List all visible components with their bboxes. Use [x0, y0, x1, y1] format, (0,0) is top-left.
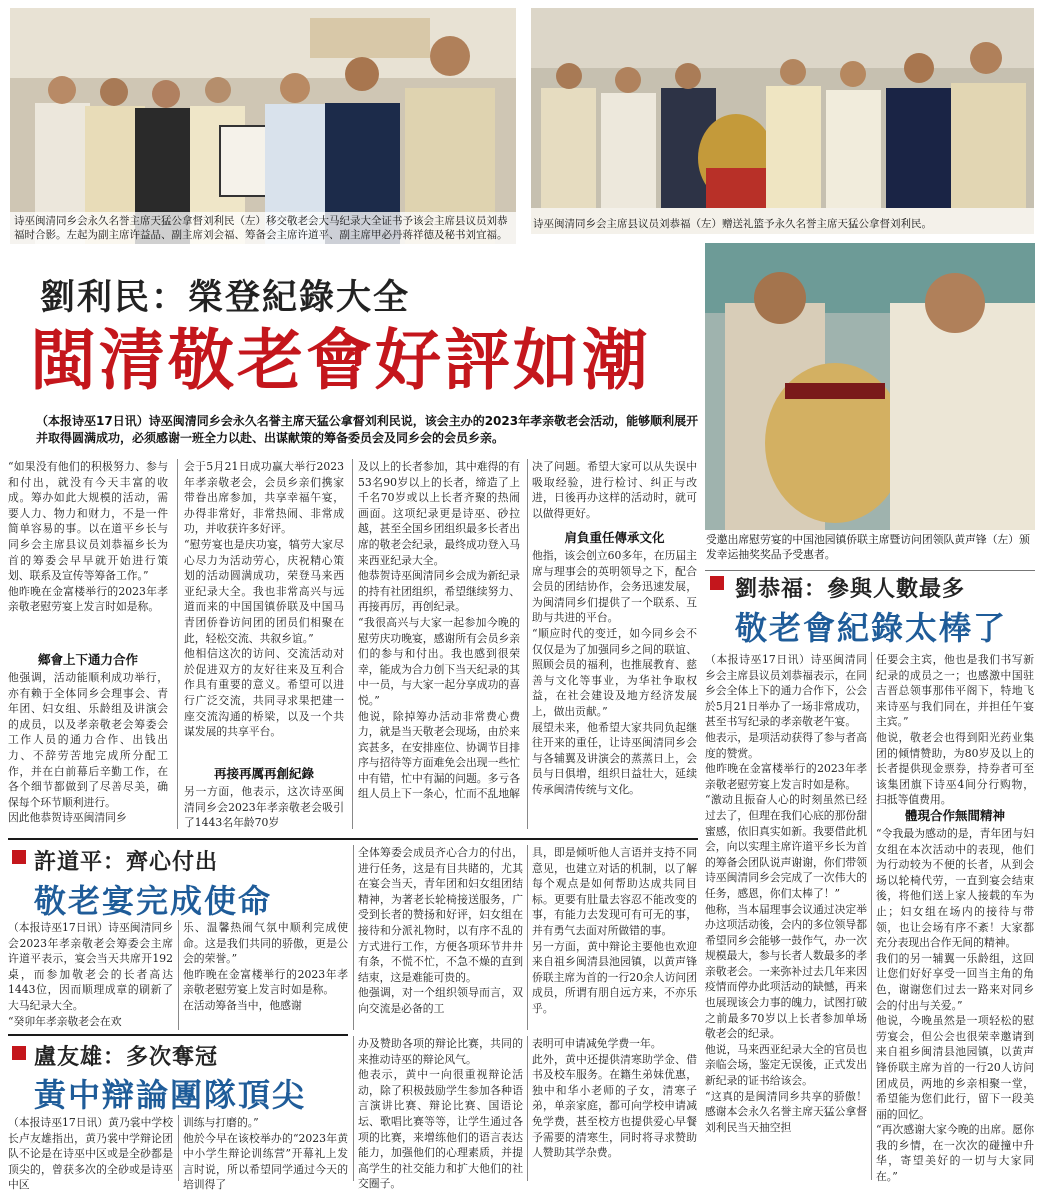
section-marker [710, 576, 724, 590]
photo-lucky-draw [705, 243, 1035, 530]
main-col-2b: 另一方面，他表示，这次诗巫闽清同乡会2023年孝亲敬老会吸引了1443名年龄70岁 [184, 785, 344, 830]
xu-kicker: 許道平：齊心付出 [34, 850, 219, 875]
xu-col-2: 乐、温馨热闹气氛中顺利完成使命。这是我们共同的骄傲，更是公会的荣誉。” 他昨晚在金富楼举行的2023年孝亲敬老慰劳宴上发言时如是称。 在活动筹备当中，他感谢 [183, 921, 348, 1012]
lu-col-4: 表明可申请减免学费一年。 此外，黄中还提供清寒助学金、借书及校车服务。在籍生弟妹优惠，独中和华小老师的子女，清寒子弟，单亲家庭，都可向学校申请减免学费，甚至校方也提供爱心早餐予需要的清寒生，同时将寻求赞助人赞助其学杂费。 [532, 1037, 697, 1160]
column-divider [352, 459, 353, 829]
main-lead: （本报诗巫17日讯）诗巫闽清同乡会永久名誉主席天猛公拿督刘利民说，该会主办的2023年孝亲敬老会活动，能够顺利展开并取得圆满成功，必须感谢一班全力以赴、出谋献策的筹备委员会及同乡会的会员乡亲。 [36, 414, 699, 445]
main-col-4b: 他指，该会创立60多年，在历届主席与理事会的英明领导之下，配合会员的团结协作，会务迅速发展，为闽清同乡们提供了一个联系、互助与共进的平台。 “顺应时代的变迁，如今同乡会不仅仅是为了加强同乡之间的联谊、照顾会员的福利，也推展教育、慈善与文化等事业，为华社争取权益，在社会建设及地方经济发展上，做出贡献。” 展望未来，他希望大家共同负起继往开来的重任，让诗巫闽清同乡会与各辅翼及讲演会的蒸蒸日上，会员与日俱增，组织日益壮大，延续传承闽清传统与文化。 [532, 549, 697, 796]
liu-col-2b: “令我最为感动的是，青年团与妇女组在本次活动中的表现，他们为行动较为不便的长者，从到会场以轮椅代劳，一直到宴会结束後，将他们送上家人接载的车为止；妇女组在场内的接待与带领，也让会场有序不紊！大家都充分表现出合作无间的精神。 我们的另一辅翼一乐龄组，这回让您们好好享受一回当主角的角色，谢谢您们过去一路来对同乡会的付出与关爱。” 他说，今晚虽然是一项轻松的慰劳宴会，但公会也很荣幸邀请到来自祖乡闽清县池园镇，以黄声锋侨联主席为首的一行20人访问团成员，两地的乡亲相聚一堂，希望能为您们此行，留下一段美丽的回忆。 “再次感谢大家今晚的出席。愿你我的乡情，在一次次的碰撞中升华，寄望美好的一切与大家同在。” [876, 827, 1034, 1184]
section-rule [8, 838, 698, 840]
photo-caption: 诗巫闽清同乡会主席县议员刘恭福（左）赠送礼篮予永久名誉主席天猛公拿督刘利民。 [533, 218, 932, 230]
column-divider [178, 1115, 179, 1181]
column-divider [353, 1036, 354, 1181]
liu-kicker: 劉恭福：參與人數最多 [735, 577, 966, 602]
photo-caption: 诗巫闽清同乡会永久名誉主席天猛公拿督刘利民（左）移交敬老会大马纪录大全证书予该会主席县议员刘恭福时合影。左起为副主席许益品、副主席刘会福、筹备会主席许道平、副主席甲必丹蒋祥德及秘书刘宜福。 [10, 212, 516, 244]
main-col-4: 决了问题。希望大家可以从失误中吸取经验，进行检讨、纠正与改进，日後再办这样的活动时，就可以做得更好。 [532, 460, 697, 520]
main-kicker: 劉利民：榮登紀錄大全 [40, 278, 411, 318]
column-divider [527, 459, 528, 829]
main-col-1: “如果没有他们的积极努力、参与和付出，就没有今天丰富的收成。筹办如此大规模的活动，需要人力、物力和财力，不是一件简单容易的事。以在道平乡长与同乡会主席县议员刘恭福乡长为首的筹委会早早就开始进行策划、联系及宣传等筹备工作。” 他昨晚在金富楼举行的2023年孝亲敬老慰劳宴上发言时如是称。 [8, 460, 168, 614]
section-marker [12, 1046, 26, 1060]
main-headline: 閩清敬老會好評如潮 [30, 322, 651, 399]
main-subhead-2: 再接再厲再創紀錄 [213, 766, 314, 781]
liu-col-2: 任要会主宾，他也是我们书写新纪录的成员之一；也感激中国驻吉晋总领事那伟平阁下，特地飞来诗巫与我们同在，并担任午宴主宾。” 他说，敬老会也得到阳光药业集团的倾情赞助，为80岁及以上的长者提供现金票券，持券者可至该集团旗下诗巫4间分行购物，扫抵等值费用。 [876, 653, 1034, 807]
section-rule [705, 570, 1035, 571]
lu-kicker: 盧友雄：多次奪冠 [34, 1045, 219, 1070]
lu-col-2: 训练与打磨的。” 他於今早在该校举办的“2023年黄中小学生辩论训练营”开幕礼上发言时说，所以希望同学通过今天的培训得了 [183, 1116, 348, 1192]
photo-caption: 受邀出席慰劳宴的中国池园镇侨联主席暨访问团领队黄声锋（左）颁发幸运抽奖奖品予受惠者。 [706, 533, 1030, 561]
main-col-1b: 他强调，活动能顺利成功举行，亦有赖于全体同乡会理事会、青年团、妇女组、乐龄组及讲演会的成员，以及孝亲敬老会筹委会工作人员的通力合作、出钱出力、不辞劳苦地完成所分配工作，并在白前幕后辛勤工作，在各个细节都做到了尽善尽美，确保每个环节顺利进行。 因此他恭贺诗巫闽清同乡 [8, 671, 168, 825]
xu-col-1: （本报诗巫17日讯）诗巫闽清同乡会2023年孝亲敬老会筹委会主席许道平表示，宴会当天共席开192桌，而参加敬老会的长者高达1443位，因而顺理成章的刷新了大马纪录大全。 “癸卯年孝亲敬老会在欢 [8, 921, 173, 1028]
column-divider [527, 1036, 528, 1181]
photo-record-certificate [10, 8, 516, 244]
lu-col-1: （本报诗巫17日讯）黄乃裳中学校长卢友雄指出，黄乃裳中学辩论团队不论是在诗巫中区或是全砂都是顶尖的，曾获多次的全砂或是诗巫中区 [8, 1116, 173, 1192]
main-subhead-4: 肩負重任傳承文化 [564, 530, 665, 545]
column-divider [353, 845, 354, 1030]
section-rule [8, 1034, 348, 1036]
lu-headline: 黃中辯論團隊頂尖 [34, 1076, 307, 1114]
main-col-2: 会于5月21日成功赢大举行2023年孝亲敬老会，会员乡亲们携家带眷出席参加，共享幸福午宴，办得非常好，非常热闹、非常成功，并收获许多好评。 “慰劳宴也是庆功宴，犒劳大家尽心尽力为活动劳心，庆祝精心策划的活动圆满成功，荣登马来西亚纪录大全。我也非常高兴与远道而来的中国国镇侨联及中国马青团侨眷访问团的团员们相聚在此，轻松交流、共叙乡谊。” 他相信这次的访问、交流活动对於促进双方的友好往来及互利合作具有重要的意义。希望可以进行广泛交流，共同寻求果把建一座交流沟通的桥梁，以及一个共谋发展的共享平台。 [184, 460, 344, 739]
section-marker [12, 850, 26, 864]
lu-col-3: 办及赞助各项的辩论比赛，共同的来推动诗巫的辩论风气。 他表示，黄中一向很重视辩论活动，除了积极鼓励学生参加各种语言演讲比赛、辩论比赛、国语论坛、歌唱比赛等等，让学生通过各项的比赛，来增练他们的语言表达能力，加强他们的心理素质，并提高学生的社交能力和扩大他们的社交圈子。 [358, 1037, 523, 1191]
liu-col-1: （本报诗巫17日讯）诗巫闽清同乡会主席县议员刘恭福表示，在同乡会全体上下的通力合作下，公会於5月21日举办了一场非常成功，甚至书写纪录的孝亲敬老午宴。 他表示，是项活动获得了参与者高度的赞赏。 他昨晚在金富楼举行的2023年孝亲敬老慰劳宴上发言时如是称。 “激动且振奋人心的时刻虽然已经过去了，但理在我们心底的那份甜蜜感，依旧真实如新。我要借此机会，向以实理主席许道平乡长为首的筹备会团队说声谢谢，你们带领诗巫闽清同乡会完成了一次伟大的任务，感恩，你们太棒了！” 他称，当本届理事会议通过决定举办这项活动後，会内的多位领导都希望同乡会能够一鼓作气，办一次规模最大，参与长者人数最多的孝亲敬老会。一来弥补过去几年来因疫情而停办此项活动的缺憾，再来也展现该会力事的魄力，试图打破之前最多70岁以上长者参加单场敬老会的纪录。 他说，马来西亚纪录大全的官员也亲临会场，鉴定无误後，正式发出新纪录的证书给该会。 “这真的是闽清同乡共享的骄傲！感谢本会永久名誉主席天猛公拿督刘利民当天抽空担 [705, 653, 867, 1134]
column-divider [177, 459, 178, 829]
column-divider [527, 845, 528, 1030]
column-divider [178, 920, 179, 1030]
main-subhead-1: 鄉會上下通力合作 [37, 652, 138, 667]
photo-gift-basket [531, 8, 1034, 234]
liu-headline: 敬老會紀錄太棒了 [735, 609, 1008, 647]
liu-subhead: 體現合作無間精神 [904, 808, 1005, 823]
xu-col-3: 全体筹委会成员齐心合力的付出，进行任务，这是有目共睹的，尤其在宴会当天，青年团和妇女组团结精神，为著老长轮椅接送服务，广受到长者的赞扬和好评，妇女组在接待和分派礼物时，以有序不乱的方式进行工作，方便各项环节井井有条，不慌不忙，不急不燥的直到结束，这是难能可贵的。 他强调，对一个组织领导而言，双向交流是必备的工 [358, 846, 523, 1015]
xu-headline: 敬老宴完成使命 [34, 882, 273, 920]
main-col-3: 及以上的长者参加，其中难得的有53名90岁以上的长者，缔造了上千名70岁或以上长者齐聚的热闹画面。这项纪录更是诗巫、砂拉越，甚至全国乡团组织最多长者出席的敬老会纪录，最终成功登入马来西亚纪录大全。 他恭贺诗巫闽清同乡会成为新纪录的持有社团组织，希望继续努力、再接再厉，再创纪录。 “我很高兴与大家一起参加今晚的慰劳庆功晚宴，感谢所有会员乡亲们的参与和付出。我也感到很荣幸，能成为合力创下当天纪录的其中一员，与大家一起分享成功的喜悦。” 他说，除掉筹办活动非常费心费力，就是当天敬老会现场，由於来宾甚多，在安排座位、协调节目排序与招待等方面难免会出现一些忙中有错，忙中有漏的问题。多亏各组人员上下一条心，忙而不乱地解 [358, 460, 520, 801]
column-divider [871, 652, 872, 1180]
xu-col-4: 具，即是倾听他人言语并支持不同意见，也建立对话的机制，以了解每个观点是如何帮助达成共同目标。更要有肚量去容忍不能改变的事，有能力去发现可有可无的事，并有勇气去面对所做错的事。 另一方面，黄中辩论主要他也欢迎来自祖乡闽清县池园镇，以黄声锋侨联主席为首的一行20余人访问团成员，所谓有朋自远方来，不亦乐乎。 [532, 846, 697, 1015]
